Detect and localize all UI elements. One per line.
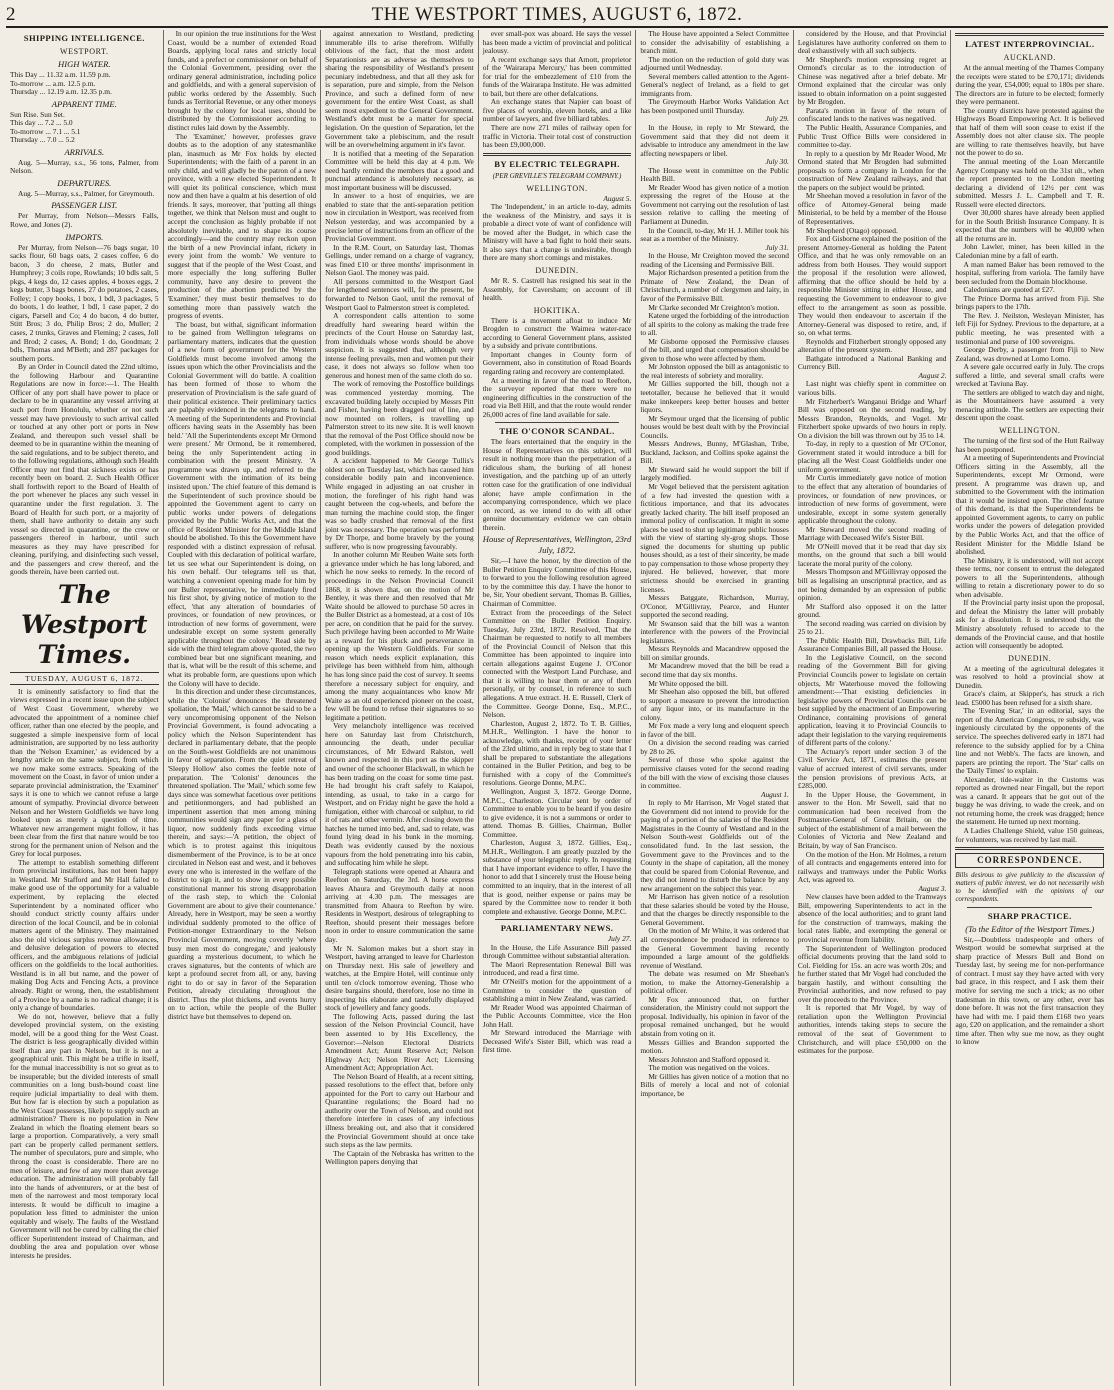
paragraph: The Nelson Board of Health, at a recent sitting, passed resolutions to the effect that, before only appointed for the Port to carry out Harbour and Quarantine regulations; the Board had no authority over the Town of Nelson, and could not therefore interfere in cases of any infectious illness breaking out, and also that it considered the Provincial Government should at once take such steps as the law permits. (325, 1071, 474, 1150)
paragraph: Messrs Johnston and Stafford opposed it. (648, 1054, 771, 1064)
paragraph: On the motion of the Hon. Mr Holmes, a return of all contracts and engagements entered into for railways and tramways under the Public Works Act, was agreed to. (797, 849, 947, 885)
paragraph: The work of removing the Postoffice buildings was commenced yesterday morning. The excavated building lately occupied by Messrs Pitt and Fisher, having been dragged out of line, and now mounted on rollers, is travelling up Palmerston street to its new site. It is well known that the removal of the Post Office should now be completed, with the workmen in possession of the good buildings. (325, 379, 474, 457)
date-line: August 3. (918, 883, 947, 893)
subheading: PASSENGER LIST. (51, 200, 118, 211)
dateline-city: WELLINGTON. (999, 425, 1061, 435)
date-line: August 2. (918, 370, 947, 380)
paragraph: In our opinion the true institutions for the West Coast, would be a number of extended Road Boards, applying local rates and strictly local funds, and a prefect or commissioner on behalf of the Colonial Government, presiding over the ordinary general administration, including police and goldfields, and with a general supervision of public works ordered by the Assembly. Such funds as Territorial Revenue, or any other moneys brought by the colony for local uses, should be distributed by the Commissioner according to distinct rules laid down by the Assembly. (167, 30, 317, 133)
paragraph: Mr Curtis immediately gave notice of motion to the effect that any alteration of boundaries of provinces, or foundation of new provinces, or introduction of new forms of government, were undesirable, except in some system generally applicable throughout the colony. (797, 473, 947, 526)
paragraph: In another column Mr Reuben Waite sets forth a grievance under which he has long labored, and which he now seeks to remedy. In the record of proceedings in the Nelson Provincial Council 1868, it is shown that, on the motion of Mr Bentley, it was there and then resolved that Mr Waite should be allowed to purchase 50 acres in the Buller District as a homestead, at a cost of 10s per acre, on condition that he paid for the survey. Such privilege having been accorded to Mr Waite as a reward for his pluck and perseverance in opening up the Western Goldfields. For some reason which needs explicit explanation, this privilege has been withheld from him, although he has long since paid the cost of survey. It seems therefore a necessary subject for enquiry, and among the many acquaintances who know Mr Waite as an old experienced pioneer on the coast, few will be found to refuse their signatures to so legitimate a petition. (325, 550, 474, 722)
paragraph: Mr Clarke seconded Mr Creighton's motion. (648, 302, 780, 312)
paragraph: Mr N. Salomon makes but a short stay in Westport, having arranged to leave for Charleston on Thursday next. His sale of jewellery and watches, at the Empire Hotel, will continue only until ten o'clock tomorrow evening. Those who desire bargains should, therefore, lose no time in inspecting his elaborate and tastefully displayed stock of jewellery and fancy goods. (325, 943, 474, 1013)
section-heading: PARLIAMENTARY NEWS. (500, 923, 614, 934)
paragraph: On the motion of Mr White, it was ordered that all correspondence be produced in reference to the General Government having recently impounded a large amount of the goldfields revenue of Westland. (640, 926, 789, 970)
paragraph: Fox and Gisborne explained the position of the present Attorney-General as holding the Patent Office, and that he was only removable on an address from both Houses. They would support the proposal if the resolution were allowed, affirming that the office should be held by a responsible Minister sitting in either House, and requesting the Government to endeavour to give effect to the arrangement as soon as possible. They would then endeavour to ascertain if the Attorney-General was disposed to retire, and, if so, on what terms. (797, 234, 947, 338)
paragraph: Mr Macandrew moved that the bill be read a second time that day six months. (640, 661, 789, 680)
paragraph: Mr O'Neill moved that it be read that day six months, on the ground that such a bill would lacerate the moral purity of the colony. (797, 541, 947, 568)
paragraph: New clauses have been added to the Tramways Bill, empowering Superintendents to act in the absence of the local authorities; and to grant land for the construction of tramways, making the local rates liable, and exempting the general or provincial revenue from liability. (797, 892, 947, 944)
paragraph: Mr Gillies supported the bill, though not a teetotaller, because he believed that it would make innkeepers keep better houses and better liquors. (640, 379, 789, 415)
paragraph: The 'Examiner,' however, professes grave doubts as to the adoption of any statesmanlike plan, inasmuch as Mr Fox holds by elected Superintendents; with the faith of a parent in an only child, and will gladly be the patron of a new province, with a new elected Superintendent. It will quiet its political conscience, which must now and then have a qualm at his desertion of old friends. It says, moreover, that 'putting all things together, we think that Nelson must and ought to accept the conclusion as highly probable if not absolutely inevitable, and to shape its course accordingly—and the country may reckon upon the birth of a new Provincial infant, rickety in every joint from the womb.' We venture to suggest that if the people of the West Coast, and more especially the long suffering Buller community, have any desire to prevent the production of the abortion predicted by the 'Examiner,' they must bestir themselves to do something more than passively watch the progress of events. (167, 131, 317, 321)
paragraph: The Superintendent of Wellington produced official documents proving that the land sold to Col. Fielding for 15s. an acre was worth 20s; and he further stated that Mr Vogel had concluded the bargain hastily, and without consulting the Provincial authorities, and now refused to pay over the proceeds to the Province. (797, 943, 947, 1004)
paragraph: In this direction and under these circumstances, while the 'Colonist' denounces the threatened spoliation, the 'Mail,' which cannot be said to be a very uncompromising opponent of the Nelson Provincial Government, is found advocating a policy which the Nelson Superintendent has declared in parliamentary debate, that the people on the South-west Goldfields are not unanimous in favor of separation. From the quiet retreat of 'Sleepy Hollow' also comes the feeble note of preparation. The 'Colonist' denounces the threatened spoliation. The 'Mail,' which some few days since was somewhat facetious over petitions and petitionmongers, and had published an impertinent assertion that men among mining communities would sign any paper for a glass of liquor, now suddenly finds exceeding virtue therein, and says:—'A petition, the object of which is to protest against this iniquitous dismemberment of the Province, is to be at once circulated in Nelson east and west, and it behoves every one who is interested in the welfare of the district to sign it, and to show in every possible constitutional manner his strong disapprobation of the rash step, to which the Colonial Government are about to give their countenance.' Already, here in Westport, may be seen a worthy individual suddenly promoted to the office of Petition-monger Extraordinary to the Nelson Provincial Government, moving covertly 'where busy men most do congregate,' and jealously guarding a mysterious document, to which he craves signatures, but the contents of which are kept a profound secret from all, or any, having right to do or say in favor of the Separation Petition, already circulating throughout the district. Thus the plot thickens, and events hurry on to action, while the people of the Buller district have but themselves to depend on. (167, 687, 317, 1021)
paragraph: The Greymouth Harbor Works Validation Act has been postponed until Thursday. (640, 97, 789, 115)
dateline-city: DUNEDIN. (1008, 653, 1052, 663)
paragraph: By an Order in Council dated the 22nd ultimo, the following Harbour and Quarantine Regulations are now in force:—1. The Health Officer of any port shall have power to place or declare to be in quarantine any vessel arriving at such port from Honolulu, whether or not such vessel may have previously to such arrival called or touched at any other port or ports in New Zealand, and thereupon such vessel shall be deemed to be in quarantine within the meaning of the said regulations, and to be subject thereto, and to the following regulations, although such Health Officer may not find that sickness exists or has recently been on board. 2. Such Health Officer shall forthwith report to the Board of Health of the port whenever he places any such vessel in quarantine under the first regulation. 3. The Board of Health for such port, or a majority of them, shall have authority to detain any such vessel so directed in quarantine, or the crew or passengers thereof in harbour, until such measures as they may have prescribed for cleaning, purifying, and disinfecting such vessel, and the passengers and crew thereof, and the goods therein, have been carried out. (10, 362, 159, 577)
paragraph: Katene urged the forbidding of the introduction of all spirits to the colony as making the trade free to all. (640, 311, 789, 338)
paragraph: It is eminently satisfactory to find that the views expressed in a recent issue upon the subject of West Coast Government, whereby we advocated the appointment of a nominee chief officer, rather than one elected by the people, and suggested a simple inexpensive form of local administration, are supported by no less authority than the 'Nelson Examiner,' as evidenced by a lengthy article on the same subject, from which we now make some extracts. Speaking of the movement on the Coast, in favor of union under a separate provincial administration, the 'Examiner' says it is one to which we cannot refuse a large amount of sympathy. Provincial divorce between Nelson and her Western Goldfields we have long looked upon as merely a question of time. Whatever new arrangement might follow, it has been clear from the first that nature would be too strong for the permanent union of Nelson and the Grey for local purposes. (10, 686, 159, 859)
date-line: August 1. (760, 789, 789, 799)
subheading: (PER GREVILLE'S TELEGRAM COMPANY.) (492, 171, 622, 180)
paragraph: An exchange states that Napier can boast of five places of worship, eleven hotels, and a like number of lawyers, and five billiard tables. (482, 97, 632, 124)
column-3 (321, 30, 479, 1386)
paragraph: The 'Independent,' in an article to-day, admits the weakness of the Ministry, and says it is probable a direct vote of want of confidence will be moved after the Budget, in which case the Ministry will have a bad fight to hold their seats. It also says that a change is undesirable, though there are many short comings and mistakes. (482, 202, 632, 263)
paragraph: In the House, the Life Assurance Bill passed through Committee without substantial alteration. (482, 942, 632, 961)
paragraph: considered by the House, and that Provincial Legislatures have authority conferred on them to deal exhaustively with all such subjects. (797, 30, 947, 56)
issue-date: TUESDAY, AUGUST 6, 1872. (10, 672, 159, 685)
column-5 (636, 30, 794, 1386)
paragraph: Grace's claim, at Skipper's, has struck a rich lead. £5000 has been refused for a sixth share. (955, 689, 1105, 707)
paragraph: Bathgate introduced a National Banking and Currency Bill. (797, 353, 947, 372)
paragraph: Messrs Reynolds and Macandrew opposed the bill on similar grounds. (640, 644, 789, 662)
paragraph: Mr Johnston opposed the bill as antagonistic to the real interests of sobriety and morality. (640, 362, 789, 380)
paragraph: Per Murray, from Nelson—76 bags sugar, 10 sacks flour, 60 bags oats, 2 cases coffee, 6 do bacon, 3 do cheese, 2 mats, Butler and Humphrey; 3 coils rope, Rowlands; 10 bdls salt, 5 pkgs, 4 kegs do, 12 cases apples, 4 boxes eggs, 2 kegs butter, 3 bags bones, 27 do potatoes, 2 cases, Folley; 1 copy books, 1 box, 1 bdl, 3 packages, 5 do boots, 1 do leather, 1 bdl, 1 case paper, 2 do cigars, Parsell and Co; 4 do bacon, 4 do butter, Stitt Bros; 3 do, Philip Bros; 2 do, Muller; 2 cases, 2 trunks, Graves and Fleming; 2 cases, Joll and Brod; 2 cases, A. Bond; 1 do, Goodman; 2 bdls, Thomas and M'Beth; and 287 packages for southern ports. (10, 242, 159, 363)
column-rule (967, 907, 1092, 908)
paragraph: The motion on the reduction of gold duty was adjourned until Wednesday. (640, 54, 789, 73)
paragraph: To-day, in reply to a question of Mr O'Conor, Government stated it would introduce a bill for placing all the West Coast Goldfields under one uniform government. (797, 439, 947, 474)
tide-line: Thursday ... 12.19 a.m. 12.35 p.m. (10, 87, 112, 97)
paragraph: The House have appointed a Select Committee to consider the advisability of establishing a branch mint. (640, 30, 789, 56)
paragraph: The motion was negatived on the voices. (648, 1063, 770, 1073)
paragraph: The boast, but withal, significant information to be gained from Wellington telegrams on parliamentary matters, indicates that the question of a new form of government for the Western Goldfields must become involved among the issues upon which the other Provincialists and the Colonial Government will do battle. A coalition has been formed of those to whom the preservation of Provincialism is the safe guard of their political existence. Their preliminary tactics are palpably evidenced in the telegrams to hand. 'A meeting of the Superintendents and Provincial officers having seats in the Assembly has been held.' 'All the Superintendents except Mr Ormond were present.' Mr Ormond, be it remembered, being the only Superintendent acting in combination with the present Ministry. 'A programme was drawn up, and referred to the Government with the intimation of its being insisted upon.' The chief feature of this demand is the Superintendent of such province should be appointed the Government agent to carry on public works under powers of delegations provided by the Public Works Act, and that the office of Resident Minister for the Middle Island should be abolished. To this the Government have responded with a distinct expression of refusal. Coupled with this declaration of political warfare, let us see what our Superintendent is doing, on his own behalf. Our telegrams tell us that, watching a convenient opening made for him by our Buller representative, he immediately fired his first shot, by giving notice of motion to the effect, 'that any alteration of boundaries of provinces, or foundation of new provinces, or introduction of new forms of government, were undesirable except on some system generally applicable throughout the colony.' Read side by side with the third telegram above quoted, the two combined bear but one significant meaning, and that is, what will be the result of this scheme, and what its probable form, are questions upon which the Colony will have to decide. (167, 319, 317, 688)
date-line: July 27. (607, 934, 632, 944)
paragraph: Mr Shepherd's motion expressing regret at Ormond's circular as to the introduction of Chinese was negatived after a brief debate. Mr Ormond explained that the circular was only issued to obtain information on a point suggested by Mr Brogden. (797, 54, 947, 107)
dateline-city: DUNEDIN. (535, 266, 579, 276)
paragraph: The settlers are obliged to watch day and night, as the Mountaineers have assumed a very menacing attitude. The settlers are expecting their descent upon the coast. (955, 387, 1105, 423)
paragraph: Caledonians are quoted at £27. (963, 285, 1055, 295)
paragraph: Mr Steward said he would support the bill if largely modified. (640, 464, 789, 483)
column-1 (6, 30, 164, 1386)
paragraph: Mr Harrison has given notice of a resolution that these salaries should be voted by the House, and that the charges be directly responsible to the General Government. (640, 892, 789, 927)
paragraph: Reynolds and Fitzherbert strongly opposed any alteration of the present system. (797, 336, 947, 355)
paragraph: Mr Gisborne opposed the Permissive clauses of the bill, and urged that compensation should be given to those who were affected by them. (640, 336, 789, 363)
paragraph: Mr Gillies has given notice of a motion that no Bills of merely a local and not of colonial importance, be (640, 1071, 789, 1098)
paragraph: A accident happened to Mr George Tullis's oldest son on Tuesday last, which has caused him considerable bodily pain and inconvenience. While engaged in adjusting an oat crusher in motion, the forefinger of his right hand was caught between the cog-wheels, and before the man turning the machine could stop, the finger was so badly crushed that removal of the first joint was necessary. The operation was performed by Dr Thorpe, and borne bravely by the young sufferer, who is now progressing favourably. (325, 456, 474, 551)
masthead (6, 4, 1108, 28)
tide-line: Thursday ... 7.0 ... 5.2 (10, 135, 75, 145)
subheading: IMPORTS. (65, 231, 104, 242)
paragraph: In the Council, to-day, Mr H. J. Miller took his seat as a member of the Ministry. (640, 225, 789, 244)
subheading: HIGH WATER. (58, 59, 111, 69)
paragraph: The Ministry, it is understood, will not accept these terms, nor consent to entrust the delegated powers to all the Superintendents, although willing to retain a discretionary power to do so when advisable. (955, 555, 1105, 599)
paragraph: The second reading was carried on division by 25 to 21. (797, 618, 947, 637)
section-heading: SHARP PRACTICE. (987, 910, 1072, 921)
paragraph: In reply to Mr Harrison, Mr Vogel stated that the Government did not intend to provide for the paying of a portion of the salaries of the Resident Magistrates in the County of Westland and in the Nelson South-west Goldfields out of the consolidated fund. In the last session, the Government gave to the Provinces and to the County in the shape of capitation, all the money that could be spared from Colonial Revenue, and they did not intend to disturb the balance by any new arrangement on the subject this year. (640, 798, 789, 893)
column-rule (495, 422, 620, 423)
date-line: July 30. (765, 157, 789, 167)
tide-line: This day ... 7.2 ... 5.0 (10, 118, 73, 128)
paragraph: Mr Fox made a very long and eloquent speech in favor of the bill. (640, 721, 789, 739)
paragraph: Mr Seymour urged that the licensing of public houses would be best dealt with by the Provincial Councils. (640, 413, 789, 440)
section-heading: THE O'CONOR SCANDAL. (499, 426, 615, 437)
paragraph: Last night was chiefly spent in committee on various bills. (797, 379, 947, 397)
date-line: July 29. (765, 114, 789, 124)
paragraph: It is notified that a meeting of the Separation Committee will be held this day at 4 p.m. We need hardly remind the members that a good and punctual attendance is absolutely necessary, as most important business will be discussed. (325, 148, 474, 192)
paragraph: Messrs Batggate, Richardson, Murray, O'Conor, M'Gillivray, Pearce, and Hunter supported the second reading. (640, 593, 789, 620)
paragraph: The debate was resumed on Mr Sheehan's motion, to make the Attorney-Generalship a political officer. (640, 969, 789, 996)
paragraph: A Ladies Challenge Shield, value 150 guineas, for volunteers, was received by last mail. (955, 826, 1105, 844)
tide-line: To-morrow ... a.m. 12.5 p.m. (10, 78, 96, 88)
paragraph: The Actuary's report under section 3 of the Civil Service Act, 1871, estimates the present value of accrued interest of civil servants, under the pension provisions of previous Acts, at £285,000. (797, 746, 947, 791)
paragraph: Alexander, tide-waiter in the Customs was reported as drowned near Fingall, but the report was a canard. It appears that he got out of the buggy he was driving, to wade the creek, and on not returning home, the creek was dragged; hence the statement. He turned up next morning. (955, 774, 1105, 827)
paragraph: The attempt to establish something different from provincial institutions, has not been happy in Westland. Mr Stafford and Mr Hall failed to make good use of the opportunity for a valuable experiment, by replacing the elected Superintendent by a nominated officer who should conduct strictly county affairs under direction of the local Council, and be in colonial matters agent of the Ministry. They maintained also the old vicious surplus revenue allowances, and delusive delegation of powers to elected officers, and the ambiguous relations of judicial officers on the goldfields to the local authorities. Westland is in all but name, and the power of making Dog Acts and Fencing Acts, a province already. Right or wrong, then, the establishment of a Province by a name is no radical change; it is only a change of boundaries. (10, 857, 159, 1013)
paragraph: The county districts have protested against the Highways Board Empowering Act. It is believed that half of them will soon cease to exist if the Assembly does not alter clause six. The people are willing to rate themselves heavily, but have not the power to do so. (955, 105, 1105, 158)
paragraph: The 'Evening Star,' in an editorial, says the report of the American Congress, re subsidy, was ingeniously circulated by the opponents of the service. The speeches delivered early in 1871 had reference to the subsidy applied for by a China line and not Webb's. The facts are known, and papers are printing the report. The 'Star' calls on the 'Daily Times' to explain. (955, 706, 1105, 776)
column-rule (955, 33, 1104, 36)
paragraph: ever small-pox was aboard. He says the vessel has been made a victim of provincial and political jealousy. (482, 30, 632, 56)
paragraph: At the annual meeting of the Thames Company the receipts were stated to be £70,171; dividends during the year, £54,000; equal to 180s per share. The directors are in future to be elected; formerly they were permanent. (955, 63, 1105, 107)
dateline-city: WESTPORT. (60, 47, 109, 56)
paragraph: Mr R. S. Castrell has resigned his seat in the Assembly, for Caversham; on account of ill health. (482, 276, 632, 303)
paragraph: The annual meeting of the Loan Mercantile Agency Company was held on the 31st ult., when the report presented to the London meeting declaring a dividend of 12½ per cent was submitted. Messrs J. L. Campbell and T. R. Russell were elected directors. (955, 157, 1105, 209)
paragraph: In the House, in reply to Mr Steward, the Government said that they did not deem it advisable to introduce any amendment in the law affecting newspapers or libel. (640, 123, 789, 158)
paragraph: The Maori Representation Renewal Bill was introduced, and read a first time. (482, 959, 632, 978)
paragraph: Messrs Thompson and M'Gillivray opposed the bill as legalising an unscriptural practice, and as not being demanded by an expression of public opinion. (797, 567, 947, 603)
subheading: DEPARTURES. (57, 177, 112, 188)
paragraph: In the House, Mr Creighton moved the second reading of the Licensing and Permissive Bill. (640, 251, 789, 269)
section-heading: BY ELECTRIC TELEGRAPH. (494, 158, 620, 169)
paragraph: All persons committed to the Westport Gaol for lengthened sentences will, for the present, be forwarded to Nelson Gaol, until the removal of Westport Gaol to Palmerston street is completed. (325, 276, 474, 312)
paragraph: Mr Steward introduced the Marriage with Deceased Wife's Sister Bill, which was read a first time. (482, 1028, 632, 1055)
paragraph: There is a movement afloat to induce Mr Brogden to construct the Waimea water-race according to General Government plans, assisted by a subsidy and private contributions. (482, 315, 632, 351)
paragraph: A recent exchange says that Arnott, proprietor of the 'Wairarapa Mercury,' has been committed for trial for the embezzlement of £10 from the funds of the Wairarapa Institute. He was admitted to bail, but there are other defalcations. (482, 54, 632, 98)
paragraph: Mr Reader Wood has given notice of a motion expressing the regret of the House at the Government not carrying out the resolution of last session relative to calling the meeting of Parliament at Dunedin. (640, 182, 789, 227)
paragraph: In the R.M. Court, on Saturday last, Thomas Gellings, under remand on a charge of vagrancy, was fined £10 or three months' imprisonment in Nelson Gaol. The money was paid. (325, 242, 474, 278)
paragraph: The Public Health Bill, Drawbacks Bill, Life Assurance Companies Bill, all passed the House. (797, 635, 947, 654)
paragraph: against annexation to Westland, predicting innumerable ills to arise therefrom. Wilfully oblivious of the fact, that the most ardent Separationists are as adverse as themselves to sharing the responsibility of Westland's present pecuniary indebtedness, and that all they ask for is separation, pure and simple, from the Nelson Province, and such a defined form of new government for the entire West Coast, as shall seem most expedient to the General Government. Westland's debt must be a matter for special legislation. On the question of Separation, let the Government take a plebiscitum, and the result will be an overwhelming argument in it's favor. (325, 30, 474, 150)
subheading: ARRIVALS. (64, 146, 105, 157)
editorial-note: Bills desirous to give publicity to the discussion of matters of public interest, we do not necessarily wish to be identified with the opinions of our correspondents. (955, 871, 1105, 903)
paragraph: Charleston, August 3, 1872. Gillies, Esq., M.H.R., Wellington. I am greatly puzzled by the substance of your telegraphic reply. In requesting that I have important evidence to offer, I have the honor to add that I sincerely trust the House being committed to an inquiry, that in the interest of all that is good, neither expense or pains may be spared by the Committee now to render it both complete and exhaustive. George Donne, M.P.C. (482, 838, 632, 916)
paragraph: Mr O'Neill's motion for the appointment of a Committee to consider the question of establishing a mint in New Zealand, was carried. (482, 976, 632, 1004)
newspaper-flag: The Westport Times. (21, 579, 148, 669)
paragraph: A severe gale occurred early in July. The crops suffered a little, and several small crafts were wrecked at Taviuna Bay. (955, 362, 1105, 389)
paragraph: The following Acts, passed during the last session of the Nelson Provincial Council, have been assented to by His Excellency, the Governor:—Nelson Electoral Districts Amendment Act; Anunt Reserve Act; Nelson Highway Act; Nelson River Act; Licensing Amendment Act; Appropriation Act. (325, 1011, 474, 1073)
tide-line: This Day ... 11.32 a.m. 11.59 p.m. (10, 70, 111, 79)
subheading: (To the Editor of the Westport Times.) (965, 923, 1095, 934)
paragraph: Telegraph stations were opened at Ahaura and Reefton on Saturday, the 3rd. A horse express leaves Ahaura and Greymouth daily at noon arriving at 4.30 p.m. The messages are transmitted from Ahaura to Reefton by wire. Residents in Westport, desirous of telegraphing to Reefton, should present their messages before noon in order to ensure communication the same day. (325, 866, 474, 944)
paragraph: In the Upper House, the Government, in answer to the Hon. Mr Sewell, said that no communication had been received from the Postmaster-General of Great Britain, on the subject of the establishment of a mail between the Colonies of Victoria and New Zealand and Britain, by way of San Francisco. (797, 789, 947, 850)
paragraph: The House went in committee on the Public Health Bill. (640, 165, 789, 184)
paragraph: Mr Sheehan also opposed the bill, but offered to support a measure to prevent the introduction of any liquor into, or its manufacture in the colony. (640, 687, 789, 722)
column-rule (495, 919, 620, 920)
paragraph: Aug. 5—Murray, s.s., Palmer, for Greymouth. (18, 188, 155, 198)
paragraph: Charleston, August 2, 1872. To T. B. Gillies, M.H.R., Wellington. I have the honor to acknowledge, with thanks, receipt of your letter of the 23rd ultimo, and in reply beg to state that I shall be prepared to substantiate the allegations contained in the Buller Petition, and beg to be furnished with a copy of the Committee's resolutions. George Donne, M.P.C. (482, 718, 632, 788)
paragraph: Mr Fox announced that, on further consideration, the Ministry could not support the proposal. Individually, his opinion in favor of the proposal remained unchanged, but he would abstain from voting on it. (640, 994, 789, 1038)
paragraph: Mr Stafford also opposed it on the latter ground. (797, 601, 947, 620)
tide-line: Sun Rise. Sun Set. (10, 109, 65, 119)
paragraph: Several members called attention to the Agent-General's neglect of Ireland, as a field to get immigrants from. (640, 71, 789, 98)
dateline-city: AUCKLAND. (1003, 53, 1056, 62)
column-2 (164, 30, 322, 1386)
paragraph: There are now 271 miles of railway open for traffic in Victoria. Their total cost of construction has been £9,000,000. (482, 123, 632, 150)
paragraph: Wellington, August 3, 1872. George Donne, M.P.C., Charleston. Circular sent by order of Committee to enable you to be heard if you desire to give evidence, it is not a summons or order to attend. Thomas B. Gillies, Chairman, Buller Committee. (482, 787, 632, 839)
paragraph: The Captain of the Nebraska has written to the Wellington papers denying that (325, 1148, 474, 1167)
column-6 (794, 30, 952, 1386)
column-7 (951, 30, 1108, 1386)
paragraph: The Public Health, Assurance Companies, and Public Trust Office Bills were considered in committee to-day. (797, 123, 947, 150)
date-line: August 5. (603, 193, 632, 203)
section-heading: SHIPPING INTELLIGENCE. (23, 33, 145, 43)
paragraph: On a division the second reading was carried by 28 to 26. (640, 738, 789, 756)
paragraph: Mr Shepherd (Otago) opposed. (805, 225, 898, 235)
section-heading: LATEST INTERPROVINCIAL. (965, 39, 1095, 49)
paragraph: The Rev. J. Neilston, Wesleyan Minister, has left Fiji for Sydney. Previous to the departure, at a public meeting, he was presented with a testimonial and purse of 100 sovereigns. (955, 310, 1105, 346)
paragraph: Sir,—Doubtless tradespeople and others of Westport would be somewhat surprised at the sharp practice of Messrs Bull and Bond on Tuesday last, by seeing me for non-performance of contract. I must say they have acted with very bad grace, in this respect, and I ask them their motive for serving me such a trick; as no other tradesman in this town, or any other, ever has done before. It was not the first transaction they have had with me. I paid them £168 two years ago, £20 on application, and the remainder a short time after. Then why sue me now, as they ought to know (955, 934, 1105, 1047)
paragraph: Per Murray, from Nelson—Messrs Falls, Rowe, and Jones (2). (10, 211, 159, 230)
paragraph: Mr Vogel believed that the persistent agitation of a few had invested the question with a fictitious importance, and that its advocates greatly lacked charity. The bill itself proposed an immoral policy of confiscation. It might in some places be used to shut up legitimate public houses with the view of starting sly-grog shops. Those signed the documents for shutting up public houses should, as a test of their sincerity, be made to pay compensation to those whose property they injured. He believed, however, that more strictness should be exercised in granting licenses. (640, 481, 789, 594)
paragraph: If the Provincial party insist upon the proposal, and defeat the Ministry the latter will probably ask for a dissolution. It is understood that the Ministry absolutely refused to accede to the demands of the Provincial cause, and that hostile action will consequently be adopted. (955, 598, 1105, 651)
paragraph: Very melancholy intelligence was received here on Saturday last from Christchurch, announcing the death, under peculiar circumstances, of Mr Edward Ralston, well known and respected in this port as the skipper and owner of the schooner Blackwall, in which he has been trading on the coast for some time past. He had brought his craft safely to Kaiapoi, intending, as usual, to take in a cargo for Westport, and on Friday night he gave the hold a fumigation, either with charcoal or sulphur, to rid it of rats and other vermin. After closing down the hatches he turned into bed, and, sad to relate, was found lying dead in his bunk in the morning. Death was evidently caused by the noxious vapours from the hold penetrating into his cabin, and suffocating him while he slept. (325, 721, 474, 868)
paragraph: Mr Fitzherbert's Wanganui Bridge and Wharf Bill was opposed on the second reading, by Messrs Brandon, Reynolds, and Vogel. Mr Fitzherbert spoke upwards of two hours in reply. On a division the bill was thrown out by 35 to 14. (797, 396, 947, 440)
paragraph: Major Richardson presented a petition from the Primate of New Zealand, the Dean of Christchurch, a number of clergymen and laity, in favor of the Permissive Bill. (640, 268, 789, 303)
paragraph: A man named Baker has been removed to the hospital, suffering from variola. The family have been secluded from the Domain blockhouse. (955, 259, 1105, 286)
dateline-city: HOKITIKA. (533, 305, 581, 315)
paragraph: Mr White opposed the bill. (648, 678, 729, 688)
paragraph: Messrs Gillies and Brandon supported the motion. (640, 1037, 789, 1056)
paragraph: At a meeting of the agricultural delegates it was resolved to hold a provincial show at Dunedin. (955, 663, 1105, 690)
paragraph: Messrs Andrews, Bunny, M'Glashan, Tribe, Buckland, Jackson, and Collins spoke against the Bill. (640, 439, 789, 466)
paragraph: Extract from the proceedings of the Select Committee on the Buller Petition Enquiry. Tuesday, July 23rd, 1872. Resolved, That the Chairman be requested to notify to all members of the Provincial Council of Nelson that this Committee has been appointed to inquire into certain allegations against Eugene J. O'Conor connected with the Westport Land Purchase, and that it is willing to hear them or any of them personally, or by counsel, in reference to such allegations. A true extract. H. E. Russell, Clerk of the Committee. George Donne, Esq., M.P.C., Nelson. (482, 607, 632, 720)
paragraph: Important changes in County form of Government, also in constitution of Road Boards regarding rating and recovery are contemplated. (482, 349, 632, 376)
newspaper-columns (6, 30, 1108, 1386)
paragraph: At a meeting of Superintendents and Provincial Officers sitting in the Assembly, all the Superintendents, except Mr Ormond, were present. A programme was drawn up, and submitted to the Government with the intimation that it would be insisted upon. The chief feature of this demand, is that the Superintendents be appointed Government agents, to carry on public works under the powers of delegation provided by the Public Works Act, and that the office of Resident Minister for the Middle Island be abolished. (955, 453, 1105, 557)
paragraph: In reply to a question by Mr Reader Wood, Mr Ormond stated that Mr Brogden had submitted proposals to form a company in London for the construction of New Zealand railways, and that the papers on the subject would be printed. (797, 148, 947, 192)
date-line: July 31. (765, 242, 789, 252)
tide-line: To-morrow ... 7.1 ... 5.1 (10, 126, 81, 136)
dateline-city: WELLINGTON. (526, 183, 588, 193)
paragraph: Parata's motion in favor of the return of confiscated lands to the natives was negatived. (797, 105, 947, 124)
paragraph: At a meeting in favor of the road to Reefton, the surveyor reported that there were no engineering difficulties in the construction of the road via Bell Hill, and that the route would render 26,000 acres of fine land available for sale. (482, 375, 632, 419)
paragraph: Mr Steward moved the second reading of Marriage with Deceased Wife's Sister Bill. (797, 524, 947, 543)
column-rule (483, 153, 632, 156)
paragraph: Mr Swanson said that the bill was a wanton interference with the powers of the Provincial legislatures. (640, 618, 789, 645)
paragraph: A correspondent calls attention to some dreadfully hard swearing heard within the precincts of the Court House on Saturday last, from individuals whose words should be above suspicion. It is suggested that, although very intense feeling prevails, men and women put their case, it does not always so follow when too generous and honest men of the same cloth do so. (325, 311, 474, 380)
paragraph: In answer to a host of enquiries, we are enabled to state that the anti-separation petition now in circulation in Westport, was received from Nelson yesterday, and was accompanied by a precise letter of instructions from an officer of the Provincial Government. (325, 191, 474, 244)
paragraph: Over 30,000 shares have already been applied for in the South British Insurance Company. It is expected that the numbers will be 40,000 when all the returns are in. (955, 208, 1105, 243)
paragraph: In the Legislative Council, on the second reading of the Government Bill for giving Provincial Councils power to legislate on certain objects, Mr Waterhouse moved the following amendment:—'That existing deficiencies in legislative powers of Provincial Councils can be best supplied by the enactment of an Empowering Ordinance, containing provisions of general application, leaving it to Provincial Councils to adapt their legislation to the varying requirements of different parts of the colony.' (797, 652, 947, 748)
paragraph: The Prince Dorma has arrived from Fiji. She brings papers to the 17th. (955, 293, 1105, 312)
paragraph: Aug. 5—Murray, s.s., 56 tons, Palmer, from Nelson. (10, 157, 159, 176)
column-4 (479, 30, 637, 1386)
paragraph: Several of those who spoke against the permissive clauses voted for the second reading of the bill with the view of excising those clauses in committee. (640, 755, 789, 791)
paragraph: We do not, however, believe that a fully developed provincial system, on the existing model, will be a good thing for the West Coast. The district is less geographically divided within itself than any part in Nelson, but it is not a geographical unit. This might be a trifle in itself, for the mutual inaccessibility is not so great as to be insuperable; but the divided interests of small communities on a long bush-bound coast line require judicial impartiality to deal with them. But how far is election by such a population as the West Coast possesses, likely to supply such an administration? There is no population in New Zealand in which the floating element bears so large a proportion. Comparatively, a very small part can be properly called permanent settlers. The number of speculators, pure and simple, who throng the coast is considerable. There are no men of leisure, and few of any more than average education. The administration will probably fall into the hands of adventurers, or at the best of men of the narrowest and most temporary local interests. It would be difficult to imagine a population less fitted to administer the union equitably and wisely. The faults of the Westland Government will not be cured by calling the chief officer Superintendent instead of Chairman, and doubling the area and population over whose interests he presides. (10, 1011, 159, 1260)
section-banner: CORRESPONDENCE. (955, 853, 1104, 868)
column-rule (955, 847, 1104, 850)
newspaper-title: THE WESTPORT TIMES, AUGUST 6, 1872. (371, 4, 743, 25)
paragraph: It is reported that Mr Vogel, by way of retaliation upon the Wellington Provincial authorities, intends taking steps to secure the removal of the seat of Government to Christchurch, and will place £50,000 on the estimates for the purpose. (797, 1003, 947, 1056)
paragraph: Mr Reader Wood was appointed Chairman of the Public Accounts Committee, vice the Hon John Hall. (482, 1002, 632, 1029)
paragraph: The fears entertained that the enquiry in the House of Representatives on this subject, will result in nothing more than the perpetration of a ridiculous sham, the burking of all honest investigation, and the patching up of an utterly rotten case for the gratification of one individual alone; have ample confirmation in the accompanying correspondence, which we place on record, as we intend to do with all other genuine documentary evidence we can obtain therein. (482, 437, 632, 532)
paragraph: John Lawler, miner, has been killed in the Caledonian mine by a fall of earth. (955, 242, 1105, 261)
page-number: 2 (6, 4, 16, 25)
paragraph: Sir,—I have the honor, by the direction of the Buller Petition Enquiry Committee of this House, to forward to you the following resolution agreed to by the committee this day. I have the honor to be, Sir, Your obedient servant, Thomas B. Gillies, Chairman of Committee. (482, 556, 632, 608)
subheading: House of Representatives, Wellington, 23rd July, 1872. (482, 534, 632, 556)
paragraph: The turning of the first sod of the Hutt Railway has been postponed. (955, 435, 1105, 454)
paragraph: Mr Sheehan moved a resolution in favor of the office of Attorney-General being made Ministerial, to be held by a member of the House of Representatives. (797, 191, 947, 227)
paragraph: George Derby, a passenger from Fiji to New Zealand, was drowned at Lomo Lomo. (955, 345, 1105, 363)
subheading: APPARENT TIME. (51, 98, 117, 109)
